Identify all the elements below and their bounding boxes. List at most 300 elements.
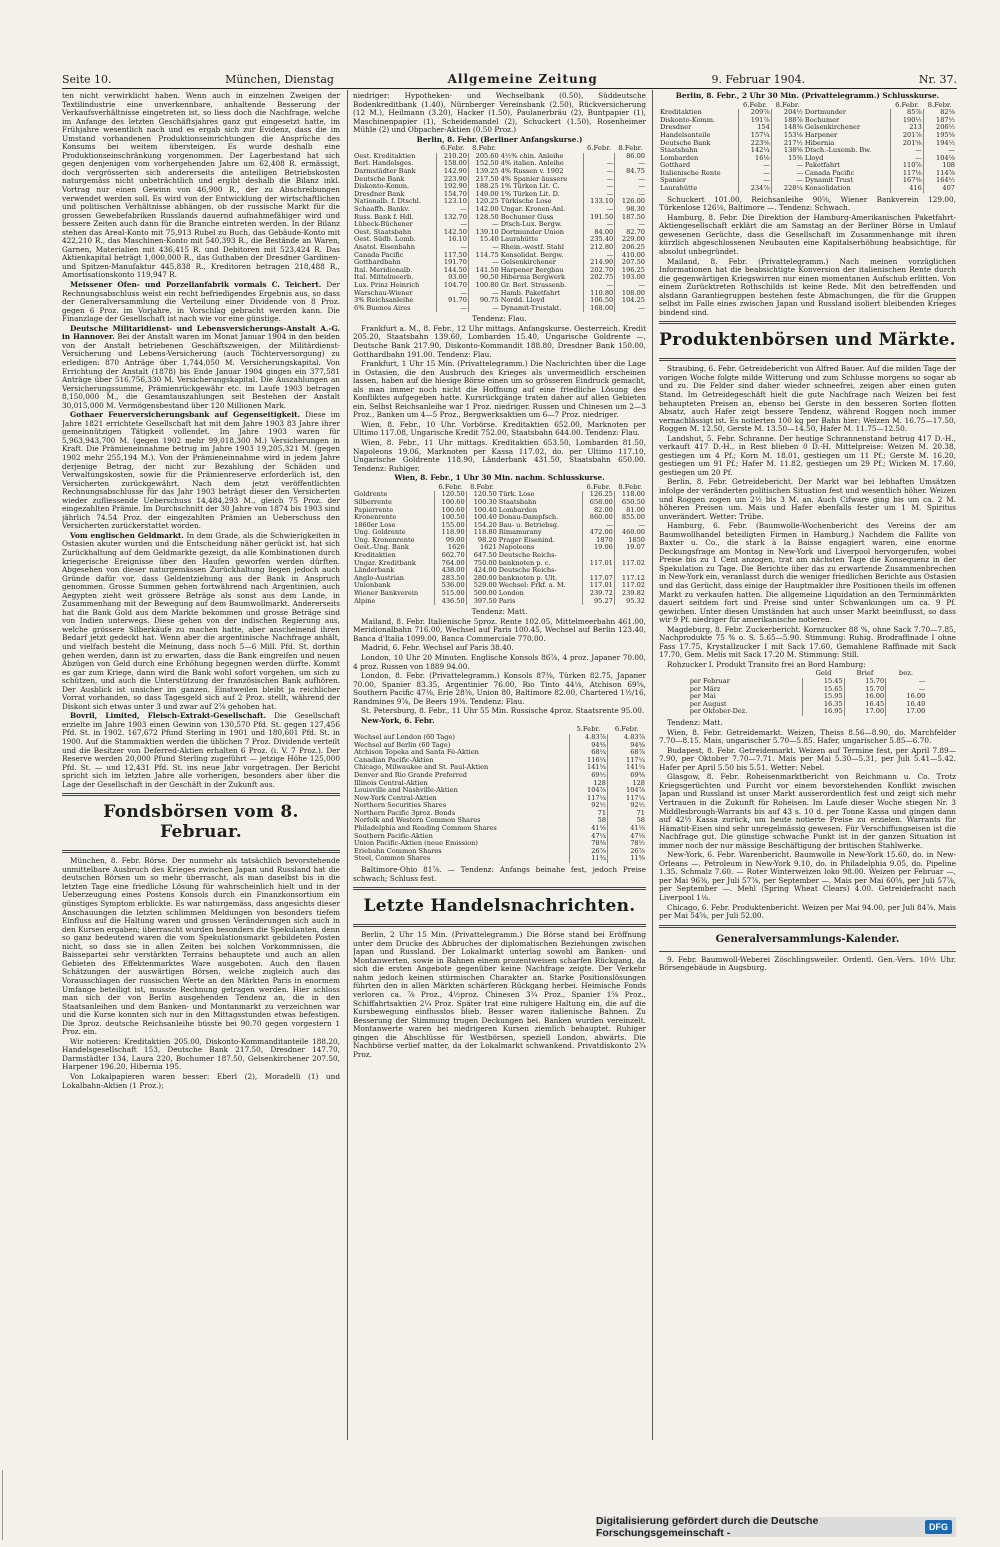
table-row [659, 170, 956, 178]
table-cell: 69⅝ [608, 772, 646, 780]
table-cell: banknoten p. Ult. [498, 574, 558, 582]
table-cell: 104⅞ [569, 787, 607, 795]
table-cell: Lombarden [660, 154, 699, 162]
table-cell: 168.00 [583, 305, 615, 313]
table-cell: 118.90 [434, 529, 466, 537]
table-cell: 1621 [466, 544, 498, 552]
table-cell: 95.27 [583, 598, 615, 606]
table-cell: Staatsbahn [498, 498, 537, 506]
column-2 [353, 92, 646, 1452]
table-cell: 141.50 [468, 267, 499, 275]
table-cell: Papierrente [354, 506, 394, 514]
table-cell: Deutsche Bank [354, 175, 405, 183]
table-cell: 658.00 [583, 499, 615, 507]
divider [62, 850, 340, 853]
table-cell: — [615, 305, 646, 313]
newyork-table: 5.Febr. 6.Febr. Wechsel auf London (60 Tage) 4.83⅞ 4.83⅞ Wechsel auf Berlin (60 Tage) 94⅝ 94⅝ Atchison Topeka and Santa Fé-Aktien 68¼ 68⅞ Canadian Pacific-Aktien 116¼ 117¼ Chicago, Milwaukee and St. Paul-Aktien 141¼ 141¼ Denver and Rio Grande Preferred 69½ 69⅝ Illinois Central-Aktien 128 128 Louisville and Nashville-Aktien 104⅞ 104⅞ New-York Central-Aktien 117¼ 117¼ Northern Securities Shares 92½ 92½ Northern Pacific 3proz. Bonds 71 71 Norfolk and Western Common Shares 58 58 Philadelphia and Reading Common Shares 41⅛ 41⅛ Southern Pacific-Aktien 47¼ 47⅛ Union Pacific-Aktien (neue Emission) 78⅜ 78½ Eriebahn Common Shares 26⅞ 26⅞ Steel, Common Shares 11¾ 11⅝ [354, 726, 645, 863]
table-cell: 515.00 [434, 590, 466, 598]
table-cell: 3% Reichsanleihe [354, 297, 414, 305]
article-text: Frankfurt a. M., 8. Febr., 12 Uhr mittags. Anfangskurse. Oesterreich. Kredit 205.20, Staatsbahn 139.60, Lombarden 15.40, Ungarische Goldrente —, Deutsche Bank 217.90, Diskonto-Kommandit 188.80, Dresdner Bank 150.00, Gotthardbahn 191.00. Tendenz: Flau. [353, 323, 646, 359]
divider [353, 887, 646, 890]
rohzucker-table: Geld Brief bez. per Februar 15.45 15.70 — per März 15.65 15.70 — per Mai 15.95 16.00 16.00 per August 16.35 16.45 16.40 per Oktober-Dez. 16.95 17.00 17.00 [689, 670, 926, 716]
table-row [353, 244, 646, 252]
table-cell: Diskonto-Komm. [354, 183, 410, 191]
table-row [353, 537, 646, 545]
table-cell: 128 [608, 780, 646, 788]
table-cell: per Oktober-Dez. [689, 708, 748, 716]
table-row [659, 132, 956, 140]
table-cell: Deutsche Bank [660, 139, 711, 147]
table-row [353, 567, 646, 575]
table-cell: 100.40 [466, 507, 498, 515]
table-cell: Konsolidat. Bergw. [500, 251, 564, 259]
table-row [659, 147, 956, 155]
table-cell: 16.10 [437, 236, 469, 244]
table-cell: 108 [923, 162, 956, 170]
table-row [353, 742, 646, 750]
table-cell: — [615, 221, 646, 229]
table-cell: Silberrente [354, 498, 392, 506]
table-cell: 141¼ [569, 764, 607, 772]
table-cell: Dynamit Trust [804, 177, 854, 185]
table-cell: 239.82 [614, 590, 646, 598]
table-cell: 128.50 [468, 214, 499, 222]
table-cell: Wechsel auf Berlin (60 Tage) [354, 741, 451, 749]
table-cell: 142.50 [437, 229, 469, 237]
table-cell: Russ. Bank f. Hdl. [354, 213, 414, 221]
table-cell [583, 153, 615, 161]
page-number: Seite 10. [62, 73, 112, 86]
table-cell: Diskonto-Komm. [660, 116, 716, 124]
table-row [689, 686, 927, 694]
table-cell: Italienische Rente [660, 169, 721, 177]
table-cell: Handelsanteile [660, 131, 711, 139]
table-cell: Canada Pacific [804, 169, 855, 177]
table-cell: 99.00 [434, 537, 466, 545]
table-row [353, 544, 646, 552]
table-cell: 100.80 [468, 282, 499, 290]
table-row [353, 802, 646, 810]
table-cell: — [891, 147, 924, 155]
table-cell: 117.50 [437, 252, 469, 260]
table-cell [614, 567, 646, 575]
article-heading: Vom englischen Geldmarkt. [70, 530, 184, 540]
table-cell: — [891, 155, 924, 163]
table-cell: 104⅛ [923, 155, 956, 163]
table-row [353, 840, 646, 848]
table-row [659, 117, 956, 125]
article-text: Hamburg, 8. Febr. Die Direktion der Hamburg-Amerikanischen Paketfahrt-Aktiengesellschaft erklärt die am Samstag an der Berliner Börse in Umlauf gewesenen Gerüchte, dass die Gesellschaft im Zusammenhange mit ihren kürzlich abgeschlossenen Neubauten eine Kapitalserhöhung beabsichtige, für absolut unbegründet. [659, 212, 956, 256]
table-cell: Canadian Pacific-Aktien [354, 756, 434, 764]
table-row [353, 282, 646, 290]
table-cell: 95.32 [614, 598, 646, 606]
table-cell: 167⅜ [891, 177, 924, 185]
table-cell: Atchison Topeka and Santa Fé-Aktien [354, 749, 479, 757]
table-cell: 26⅞ [569, 848, 607, 856]
table-cell: Rimamurany [498, 529, 542, 537]
table-cell: Wechsel: Frkf. a. M. [498, 582, 566, 590]
table-cell: 438.00 [434, 567, 466, 575]
table-cell: 58 [569, 817, 607, 825]
table-cell: Länderbank [354, 567, 395, 575]
table-cell: 149.00 [468, 191, 499, 199]
table-cell: 118.00 [614, 491, 646, 499]
table-cell: 188⅞ [771, 117, 804, 125]
table-row [353, 514, 646, 522]
table-row [353, 787, 646, 795]
table-cell: Dortmunder [804, 109, 846, 117]
table-cell: 78½ [608, 840, 646, 848]
table-cell: — [437, 206, 469, 214]
table-cell: 15.70 [844, 678, 885, 686]
report-heading: Berlin, 8. Febr. (Berliner Anfangskurse.) [416, 134, 583, 144]
table-cell: 123.10 [437, 198, 469, 206]
table-cell: New-York Central-Aktien [354, 794, 437, 802]
table-cell: Southern Pacific-Aktien [354, 832, 433, 840]
article-text: Diese im Jahre 1821 errichtete Gesellschaft hat mit dem Jahre 1903 83 Jahre ihrer gemeinnützigen Tätigkeit vollendet. Im Jahre 1903 waren für 5,963,943,700 M. (gegen 1902 mehr 99,018,300 M.) Versicherungen in Kraft. Die Prämieneinnahme betrug im Jahre 1903 19,205,321 M. (gegen 1902 mehr 255,194 M.). Von der Prämieneinnahme wird in jedem Jahre derjenige Betrag, der nicht zur Bezahlung der Schäden und Verwaltungskosten, sowie für die Prämienreserve erforderlich ist, den Versicherten zurückgewährt. Nach dem jetzt veröffentlichten Rechnungsabschlusse für das Jahr 1903 beträgt dieser den Versicherten wieder zufliessende Ueberschuss 14,484,293 M., gleich 75 Proz. der eingezahlten Prämie. Im Durchschnitt der 30 Jahre von 1874 bis 1903 sind jährlich 74.54 Proz. der eingezahlten Prämien an Ueberschuss den Versicherten zurückerstattet worden. [62, 410, 340, 531]
table-cell: Denver and Rio Grande Preferred [354, 771, 468, 779]
table-cell: 235.40 [583, 236, 615, 244]
article-text: 9. Febr. Baumwoll-Weberei Zöschlingsweiler. Ordentl. Gen.-Vers. 10½ Uhr. Börsengebäude in Augsburg. [659, 954, 956, 973]
table-cell: Anglo-Austrian [354, 574, 405, 582]
table-cell: Laurahütte [660, 185, 698, 193]
table-cell: Ungar. Kreditbank [354, 559, 416, 567]
table-cell: Northern Securities Shares [354, 802, 447, 810]
table-cell: Illinois Central-Aktien [354, 779, 428, 787]
table-cell: 15.65 [803, 686, 844, 694]
table-cell: 17.00 [844, 708, 885, 716]
table-cell: 47¼ [569, 833, 607, 841]
table-cell: Harpener [804, 131, 838, 139]
table-cell: 139.25 [468, 168, 499, 176]
table-cell: Hibernia [804, 139, 835, 147]
table-cell: 144.50 [437, 267, 469, 275]
table-cell: Spanier [660, 177, 687, 185]
table-cell: 15.95 [803, 693, 844, 701]
table-row [353, 552, 646, 560]
table-cell: 1850 [614, 537, 646, 545]
table-cell: 117⅛ [891, 170, 924, 178]
table-cell: Kreditaktien [354, 552, 396, 560]
table-cell: — [468, 290, 499, 298]
table-row [353, 499, 646, 507]
table-row [353, 259, 646, 267]
table-cell: 110.80 [583, 290, 615, 298]
table-cell: Staatsbahn [660, 147, 698, 155]
table-cell: 234⅞ [739, 185, 772, 193]
table-cell: 205.60 [468, 153, 499, 161]
table-cell: Gelsenkirchener [500, 259, 556, 267]
table-cell: 209⅞ [739, 109, 772, 117]
table-cell: 92½ [569, 802, 607, 810]
article-text: Landshut, 5. Febr. Schranne. Der heutige Schrannenstand betrug 417 D.-H., verkauft 417 D.-H., in Rest blieben 0 D.-H. Mittelpreise: Weizen M. 20.38, gestiegen um 4 Pf.; Korn M. 18.01, gestiegen um 11 Pf.; Gerste M. 16.20, gestiegen um 91 Pf.; Hafer M. 11.82, gestiegen um 29 Pf.; Wicken M. 17.60, gestiegen um 20 Pf. [659, 433, 956, 477]
table-cell: 229.00 [615, 236, 646, 244]
table-row [689, 678, 927, 686]
table-cell: Warschau-Wiener [354, 289, 413, 297]
table-cell: 153⅛ [771, 132, 804, 140]
table-cell: — [583, 168, 615, 176]
table-row [353, 229, 646, 237]
table-cell: — [468, 305, 499, 313]
article-text: Glasgow, 8. Febr. Roheisenmarktbericht von Reichmann u. Co. Trotz Kriegsgerüchten und Furcht vor einem bevorstehenden Konflikt zwischen Japan und Russland ist unser Markt ausserordentlich fest und zeigt sich mehr Vertrauen in die Zukunft für Roheisen. Im Laufe dieser Woche stiegen Nr. 3 Middlesbrough-Warrants bis auf 43 s. 10 d. per Tonne Kassa und gingen dann auf 42½ Kassa zurück, um heute notierte Preise zu erzielen. Warrants für Hämatit-Eisen sind sehr unregelmässig gewesen. Für Verschiffungseisen ist die Nachfrage gut. Die günstige schwache Punkt ist in der ganzen Situation ist immer noch der nur mässige Beschäftigung der britischen Stahlwerke. [659, 772, 956, 850]
table-cell: — [886, 686, 927, 694]
report-heading: Wien, 8. Febr., 1 Uhr 30 Min. nachm. Schlusskurse. [394, 473, 605, 483]
table-cell: Ungar. Kronen-Anl. [500, 206, 566, 214]
tendency: Tendenz: Matt. [667, 718, 723, 728]
table-cell: 16.45 [844, 701, 885, 709]
table-cell: 133.10 [583, 198, 615, 206]
table-cell: Eriebahn Common Shares [354, 847, 442, 855]
table-row [353, 297, 646, 305]
article-text: Magdeburg, 8. Febr. Zuckerbericht. Kornzucker 88 %, ohne Sack 7.70—7.85, Nachprodukte 75 % o. S. 5.65—5.90. Stimmung: Ruhig. Brodraffinade I ohne Fass 17.75, Krystallzucker I mit Sack 17.60, Gemahlene Raffinade mit Sack 17.70, Gem. Melis mit Sack 17.20 M. Stimmung: Still. [659, 624, 956, 660]
table-row [353, 764, 646, 772]
table-cell: Lloyd [804, 154, 824, 162]
table-row [353, 817, 646, 825]
table-cell: 78⅜ [569, 840, 607, 848]
article-text: München, 8. Febr. Börse. Der nunmehr als tatsächlich bevorstehende unmittelbare Ausbruch des Krieges zwischen Japan und Russland hat die deutschen Börsen um so mehr überrascht, als man daselbst bis in die letzten Tage eine friedliche Lösung für wahrscheinlich hielt und in der Ueberzeugung eines Postens Konsols durch ein Finanzkonsortium ein günstiges Symptom erblickte. Es war naturgemäss, dass angesichts dieser Anschauungen die letzten schlimmen Meldungen von besonders tiefem Einfluss auf die Haltung waren und grossen Veränderungen sich auch in den Kursen ergaben; überrascht wurden besonders die Spekulanten, denn so ganz bedeutend waren die vom Spekulationsmarkt gebildeten Posten nicht, so dass sie in allen Zeiten bei solchen Vorkommnissen, die Baissepartei sehr verstärkten Terrains behauptete und auch an allen Gebieten des Effektenmarktes Ware ausgeboten. Auch den flauen Schätzungen der auswärtigen Börsen, welche zugleich auch das Vorausschlagen der russischen Werte an den Märkten Paris in enormem Umfange beteiligt ist, musste Rechnung getragen werden. Hier schloss man sich der von Berlin ausgehenden Tendenz an, die in den Staatsanleihen und dem Banken- und Montanmarkt zu verzeichnen war und die Kurse konnten sich nur in den Mittagsstunden etwas befestigen. Die 3proz. deutsche Reichsanleihe büsste bei 90.70 gegen vorgestern 1 Proz. ein. [62, 856, 340, 1037]
table-cell: 647.50 [466, 552, 498, 560]
table-row [689, 701, 927, 709]
table-cell: 71 [608, 810, 646, 818]
table-cell: 213 [891, 124, 924, 132]
article-text: Die Gesellschaft erzielte im Jahre 1903 einen Gewinn von 130,570 Pfd. St. gegen 127,456 Pfd. St. in 1902. 167,672 Pfund Sterling in 1901 und 180,601 Pfd. St. in 1900. Auf die Stammaktien werden die üblichen 7 Proz. Dividende verteilt und die Besitzer von Deferred-Aktien erhalten 6 Proz. (i. V. 7 Proz.). Der Reserve werden 20,000 Pfund Sterling zugeführt — jetzige Höhe 125,000 Pfd. St. — und 12,431 Pfd. St. ins neue Jahr vorgetragen. Der Bericht spricht sich im letzten Jahre alle vorherigen, besonders aber über die Lage der Gesellschaft in der Geschäft in der Zukunft aus. [62, 711, 340, 789]
table-cell: — [923, 147, 956, 155]
table-cell: 98.20 [466, 537, 498, 545]
table-cell: Canada Pacific [354, 251, 404, 259]
table-cell: — [739, 170, 772, 178]
table-cell: Lux. Prinz Heinrich [354, 281, 420, 289]
table-cell: 500.00 [466, 590, 498, 598]
table-cell: 90.50 [468, 274, 499, 282]
table-cell: Kronenrente [354, 514, 397, 522]
table-cell: 104⅞ [608, 787, 646, 795]
table-row [659, 162, 956, 170]
table-cell: — [615, 191, 646, 199]
column-1 [62, 92, 340, 1452]
table-cell: 11¾ [569, 855, 607, 863]
table-cell: Hibernia Bergwerk [500, 274, 566, 282]
article-text: Rohzucker I. Produkt Transito frei an Bord Hamburg: [667, 659, 866, 669]
table-cell: Dresdner [660, 124, 692, 132]
table-cell: banknoten p. c. [498, 559, 551, 567]
table-cell: 6% Buenos Aires [354, 304, 411, 312]
article-text: Budapest, 8. Febr. Getreidemarkt. Weizen auf Termine fest, per April 7.89—7.90, per Oktober 7.70—7.71. Mais per Mai 5.30—5.31, per Juli 5.41—5.42. Hafer per April 5.50 bis 5.51. Wetter: Nebel. [659, 745, 956, 772]
table-cell: 117.07 [583, 575, 615, 583]
article-text: London, 8. Febr. (Privattelegramm.) Konsols 87⅜, Türken 82.75, Japaner 70.00, Spanier 83.35, Argentinier 76.00, Rio Tinto 44⅛, Atchison 69⅝, Southern Pacific 47⅛, Erie 28⅜, Union 80, Baltimore 82.00, Chartered 1½/16, Randmines 9⅞, De Beers 19⅜. Tendenz: Flau. [353, 671, 646, 706]
table-cell: — [583, 160, 615, 168]
table-cell: Chicago, Milwaukee and St. Paul-Aktien [354, 764, 489, 772]
table-cell: — [739, 162, 772, 170]
table-cell: — [771, 162, 804, 170]
table-row [353, 795, 646, 803]
table-cell: — [771, 170, 804, 178]
issue-date: 9. Februar 1904. [711, 73, 806, 86]
table-row [353, 848, 646, 856]
table-cell: Schaaffh. Bankv. [354, 206, 410, 214]
table-row [353, 191, 646, 199]
divider [659, 951, 956, 952]
table-cell: 128 [569, 780, 607, 788]
table-cell: per Mai [689, 693, 716, 701]
article-text: Mailand, 8. Febr. (Privattelegramm.) Nach meinen vorzüglichen Informationen hat die beabsichtigte Konversion der italienischen Rente durch die gegenwärtigen Kriegswirren nur einen momentanen Aufschub erlitten. Von einem Zurücktreten Rothschilds ist keine Rede. Mit den betreffenden und alsdann Garantiegruppen bestehen feste Abmachungen, die für die Gruppen selbst im Falle eines zwischen Japan und Russland isoliert bleibenden Krieges bindend sind. [659, 256, 956, 317]
table-cell: Oest. Kreditaktien [354, 152, 416, 160]
table-row [353, 757, 646, 765]
table-row [353, 491, 646, 499]
article-text: Wien, 8. Febr., 10 Uhr. Vorbörse. Kreditaktien 652.00, Marknoten per Ultimo 117.08, Ungarische Kredit 752.00, Staatsbahn 644.00. Tendenz: Flau. [353, 419, 646, 438]
table-cell: 41⅛ [608, 825, 646, 833]
table-cell: Bochumer [804, 116, 840, 124]
table-cell: Dtsch.-Luxemb. Bw. [804, 147, 872, 155]
table-cell: 187.50 [615, 214, 646, 222]
table-cell: Ital. Mittelmeerb. [354, 274, 414, 282]
table-cell: 416 [891, 185, 924, 193]
table-cell: 228¼ [771, 185, 804, 193]
table-cell: Gotthard [660, 162, 691, 170]
table-cell: 16.00 [886, 693, 927, 701]
table-cell: 108.00 [615, 290, 646, 298]
table-cell: London [498, 590, 524, 598]
table-cell: 188.25 [468, 183, 499, 191]
table-cell: 82⅛ [923, 109, 956, 117]
table-cell: Konsolidation [804, 185, 851, 193]
table-cell: 100.60 [434, 507, 466, 515]
table-cell: — [583, 191, 615, 199]
table-cell [583, 552, 615, 560]
table-cell: 223.90 [437, 176, 469, 184]
table-cell: 114.75 [468, 252, 499, 260]
table-cell: 196.25 [615, 267, 646, 275]
column-rule [347, 90, 348, 1440]
table-cell: 117.02 [614, 582, 646, 590]
table-cell: 148⅜ [771, 124, 804, 132]
table-cell: 650.50 [614, 499, 646, 507]
table-cell: 16⅛ [739, 155, 772, 163]
table-cell: — [583, 252, 615, 260]
table-cell: 100.30 [466, 499, 498, 507]
table-cell: 536.00 [434, 582, 466, 590]
table-cell: Steel, Common Shares [354, 855, 431, 863]
table-cell: 126.25 [583, 491, 615, 499]
table-cell: 1860er Lose [354, 521, 396, 529]
table-cell: 69½ [569, 772, 607, 780]
table-cell: Gr. Berl. Strassenb. [500, 281, 567, 289]
table-row [353, 153, 646, 161]
table-cell: 138⅝ [771, 147, 804, 155]
table-cell: Türkische Lose [500, 198, 552, 206]
table-cell: Kreditaktien [660, 109, 702, 117]
section-title-kalender: Generalversammlungs-Kalender. [715, 933, 900, 945]
table-row [353, 780, 646, 788]
table-cell: 117¼ [608, 795, 646, 803]
table-cell: Rhein.-westf. Stahl [500, 244, 564, 251]
table-cell: 47⅛ [608, 833, 646, 841]
article-heading: Gothaer Feuerversicherungsbank auf Gegenseitigkeit. [70, 410, 301, 420]
table-row [353, 290, 646, 298]
divider [659, 358, 956, 361]
divider [353, 924, 646, 927]
table-cell: 41⅛ [569, 825, 607, 833]
table-cell: — [615, 160, 646, 168]
article-heading: Bovril, Limited, Fleisch-Extrakt-Gesellschaft. [70, 711, 267, 721]
table-cell: Bau- u. Betriebsg. [498, 521, 560, 529]
table-cell: — [437, 244, 469, 252]
table-cell: 68¼ [569, 749, 607, 757]
table-row [353, 305, 646, 313]
table-cell: — [583, 183, 615, 191]
article-text: niedriger: Hypotheken- und Wechselbank (0.50), Süddeutsche Bodenkreditbank (1.40), Nürnberger Vereinsbank (2.50), Rückversicherung (12 M.), Heilmann (3.20), Hacker (1.50), Paulanerbräu (2), Buntpapier (1), Maschinenpapier (1), Scheidemandel (2), Schuckert (1.50), Rosenheimer Mühle (2) und Obpacher-Aktien (0.50 Proz.) [353, 92, 646, 135]
table-row [353, 507, 646, 515]
table-cell: 158.00 [437, 160, 469, 168]
table-cell: 15.70 [844, 686, 885, 694]
table-row [659, 124, 956, 132]
dfg-logo-icon: DFG [925, 1520, 952, 1534]
article-text: Frankfurt, 1 Uhr 15 Min. (Privattelegramm.) Die Nachrichten über die Lage in Ostasien, die den Ausbruch des Krieges als unvermeidlich erscheinen lassen, haben auf die hiesige Börse einen um so grösseren Eindruck gemacht, als man immer noch nicht die Hoffnung auf eine friedliche Lösung des Konfliktes aufgegeben hatte. Kursrückgänge traten daher auf allen Gebieten ein. Selbst Reichsanleihe war 1 Proz. niedriger. Russen und Chinesen um 2—3 Proz., Banken um 4—5 Proz., Bergwerksaktien um 6—7 Proz. niedriger. [353, 359, 646, 420]
table-cell: Wechsel auf London (60 Tage) [354, 733, 455, 741]
article-text: Baltimore-Ohio 81⅞. — Tendenz: Anfangs beinahe fest, jedoch Preise schwach; Schluss fest. [353, 865, 646, 883]
article-text: Wir notieren: Kreditaktien 205.00, Diskonto-Kommanditanteile 188.20, Handelsgesellschaft 153, Deutsche Bank 217.50, Dresdner 147.70, Darmstädter 134, Laura 220, Bochumer 187.50, Gelsenkirchener 207.50, Harpener 196.20, Hibernia 195. [62, 1036, 340, 1072]
table-cell: 4% Spanier äussere [500, 175, 568, 183]
table-cell: 4.83⅞ [608, 734, 646, 742]
table-cell: 91.70 [437, 297, 469, 305]
table-cell: — [468, 244, 499, 252]
table-cell: 764.00 [434, 560, 466, 568]
berlin-opening-table: 6.Febr. 8.Febr. 6.Febr. 8.Febr. Oest. Kreditaktien 210.20 205.60 4½% chin. Anleihe 86.00 Berl. Handelsges. 158.00 152.50 4% italien. Anleihe — — Darmstädter Bank 142.90 139.25 4% Russen v. 1902 — 84.75 Deutsche Bank 223.90 217.50 4% Spanier äussere — — Diskonto-Komm. 192.90 188.25 1% Türken Lit. C. — — Dresdner Bank 154.70 149.00 1% Türken Lit. D. — — Nationalb. f. Dtschl. 123.10 120.25 Türkische Lose 133.10 126.00 Schaaffh. Bankv. — 142.00 Ungar. Kronen-Anl. — 98.30 Russ. Bank f. Hdl. 132.70 128.50 Bochumer Guss 191.50 187.50 Lübeck-Büchener — — Dtsch-Lux. Bergw. — — Oest. Staatsbahn 142.50 139.10 Dortmunder Union 84.00 82.70 Oest. Südb. Lomb. 16.10 15.40 Laurahütte 235.40 229.00 Anatol. Eisenbahn — — Rhein.-westf. Stahl 212.80 206.25 Canada Pacific 117.50 114.75 Konsolidat. Bergw. — 410.00 Gotthardbahn 191.70 — Gelsenkirchener 214.90 207.50 Ital. Meridionalb. 144.50 141.50 Harpener Bergbau 202.70 196.25 Ital. Mittelmeerb. 93.00 90.50 Hibernia Bergwerk 202.75 193.00 Lux. Prinz Heinrich 104.70 100.80 Gr. Berl. Strassenb. — — Warschau-Wiener — — Hamb. Paketfahrt 110.80 108.00 3% Reichsanleihe 91.70 90.75 Nordd. Lloyd 106.50 104.25 6% Buenos Aires — — Dynamit-Trustakt. 168.00 — [354, 145, 645, 312]
article-text: Madrid, 6. Febr. Wechsel auf Paris 38.40. [361, 643, 514, 653]
tendency: Tendenz: Flau. [472, 314, 527, 324]
table-cell: Gotthardbahn [354, 259, 401, 267]
table-cell: — [583, 221, 615, 229]
table-cell: 142.90 [437, 168, 469, 176]
scan-edge-mark [2, 1470, 3, 1540]
table-cell: Deutsche Reichs- [498, 552, 557, 560]
table-cell: Ung. Kronenrente [354, 536, 415, 544]
table-cell: Paketfahrt [804, 162, 840, 170]
table-cell: — [614, 522, 646, 530]
section-title-letzte: Letzte Handelsnachrichten. [363, 896, 636, 917]
column-rule [652, 90, 653, 1440]
table-cell: 11⅝ [608, 855, 646, 863]
table-cell: 662.70 [434, 552, 466, 560]
report-heading: New-York, 6. Febr. [361, 715, 435, 725]
table-cell: 195⅝ [923, 132, 956, 140]
table-cell: Anatol. Eisenbahn [354, 244, 415, 251]
table-row [659, 109, 956, 117]
table-cell: Northern Pacific 3proz. Bonds [354, 809, 456, 817]
table-cell: 154.70 [437, 191, 469, 199]
table-cell: 26⅞ [608, 848, 646, 856]
table-cell: Dtsch-Lux. Bergw. [500, 221, 562, 229]
table-cell: 223⅝ [739, 140, 772, 148]
place-date: München, Dienstag [225, 73, 334, 86]
table-cell: — [583, 282, 615, 290]
table-row [353, 252, 646, 260]
article-text: Berlin, 8. Febr. Getreidebericht. Der Markt war bei lebhaften Umsätzen infolge der veränderten politischen Situation fest und wesentlich höher. Weizen und Roggen zogen um 2½ bis 3 M. an. Auch Cifware ging bis um ca. 2 M. höheren Preisen um. Mais und Hafer ebenfalls fester um 1 M. Spiritus unverändert. Wetter: Trübe. [659, 477, 956, 521]
table-row [659, 177, 956, 185]
table-cell [583, 567, 615, 575]
table-cell: per August [689, 700, 727, 708]
table-cell: 84.75 [615, 168, 646, 176]
table-cell: — [468, 259, 499, 267]
table-cell: Napoleons [498, 544, 535, 552]
article-text: New-York, 6. Febr. Warenbericht. Baumwolle in New-York 15.60, do. in New-Orleans —. Petroleum in New-York 9.10, do. in Philadelphia 9.05, do. Pipeline 1.35. Schmalz 7.60. — Roter Winterweizen loko 98.00. Weizen per Februar —, per Mai 96⅜, per Juli 57⅞, per September —. Mais per Mai 60⅝, per Juli 57⅞, per September —. Mehl (Spring Wheat Clears) 4.00. Getreidefracht nach Liverpool 1⅛. [659, 850, 956, 902]
table-cell: Donau-Dampfsch. [498, 514, 559, 522]
table-row [353, 825, 646, 833]
table-cell: 92½ [608, 802, 646, 810]
table-row [353, 529, 646, 537]
table-cell: 460.00 [614, 529, 646, 537]
section-title-produkten: Produktenbörsen und Märkte. [659, 330, 956, 351]
table-row [353, 236, 646, 244]
